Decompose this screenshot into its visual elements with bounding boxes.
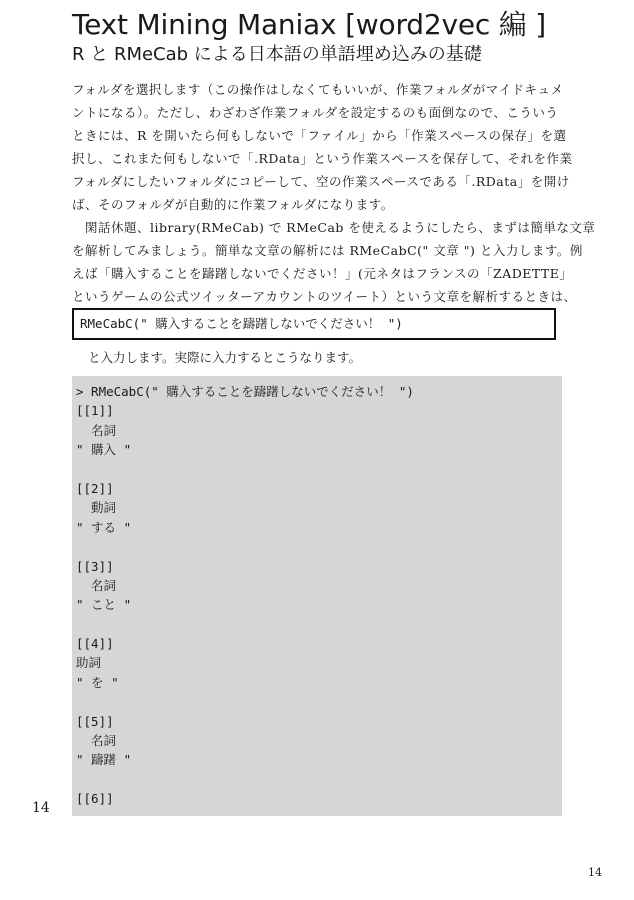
body-line: 択し、これまた何もしないで「.RData」という作業スペースを保存して、それを作業 xyxy=(72,151,573,166)
console-line: [[4]] xyxy=(76,636,114,652)
body-line: えば「購入することを躊躇しないでください！」(元ネタはフランスの「ZADETTE」 xyxy=(72,266,573,281)
console-line: " 購入 " xyxy=(76,442,132,458)
page-number-right: 14 xyxy=(588,866,602,879)
console-output xyxy=(72,376,562,816)
console-line: [[3]] xyxy=(76,558,114,574)
body-line: フォルダにしたいフォルダにコピーして、空の作業スペースである「.RData」を開け xyxy=(72,174,570,189)
body-line: を解析してみましょう。簡単な文章の解析には RMeCabC(" 文章 ") と入力します。例 xyxy=(72,243,583,258)
console-line: [[2]] xyxy=(76,480,114,496)
console-line xyxy=(76,615,562,634)
console-line: " する " xyxy=(76,519,132,535)
console-line: 助詞 xyxy=(76,655,102,671)
body-line: ときには、R を開いたら何もしないで「ファイル」から「作業スペースの保存」を選 xyxy=(72,128,567,143)
console-line: " を " xyxy=(76,674,119,690)
console-line: 名詞 xyxy=(76,422,117,438)
body-line: ントになる）。ただし、わざわざ作業フォルダを設定するのも面倒なので、こういう xyxy=(72,105,559,120)
console-line: 名詞 xyxy=(76,733,117,749)
page-subtitle: R と RMeCab による日本語の単語埋め込みの基礎 xyxy=(72,44,482,65)
console-line: 名詞 xyxy=(76,577,117,593)
code-input-text: RMeCabC(" 購入することを躊躇しないでください！ ") xyxy=(80,316,403,331)
console-line xyxy=(76,692,562,711)
console-line xyxy=(76,537,562,556)
console-line xyxy=(76,460,562,479)
console-line: " 躊躇 " xyxy=(76,752,132,768)
console-line: [[5]] xyxy=(76,713,114,729)
console-line xyxy=(76,770,562,789)
console-line: [[1]] xyxy=(76,403,114,419)
body-line: というゲームの公式ツイッターアカウントのツイート）という文章を解析するときは、 xyxy=(72,289,577,304)
page-title: Text Mining Maniax [word2vec 編 ] xyxy=(72,8,546,41)
console-line: > RMeCabC(" 購入することを躊躇しないでください！ ") xyxy=(76,384,414,399)
code-input-box xyxy=(72,308,556,340)
body-line: ば、そのフォルダが自動的に作業フォルダになります。 xyxy=(72,197,394,212)
after-code-text: と入力します。実際に入力するとこうなります。 xyxy=(88,350,362,365)
body-paragraphs xyxy=(72,78,596,308)
page-number-left: 14 xyxy=(32,800,50,816)
console-line: " こと " xyxy=(76,597,132,613)
body-line: フォルダを選択します（この操作はしなくてもいいが、作業フォルダがマイドキュメ xyxy=(72,82,564,97)
console-line: [[6]] xyxy=(76,791,114,807)
console-line: 動詞 xyxy=(76,500,117,516)
body-line: 閑話休題、library(RMeCab) で RMeCab を使えるようにしたら、まずは簡単な文章 xyxy=(72,220,596,235)
